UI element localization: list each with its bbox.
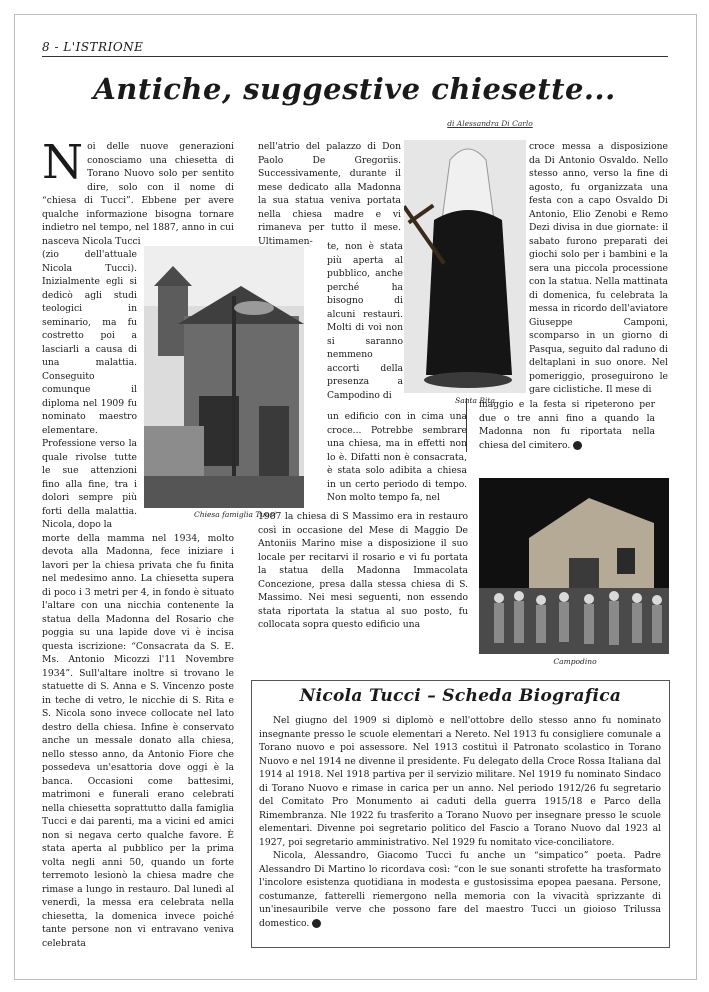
page-header: 8 - L'ISTRIONE — [42, 40, 144, 54]
drop-cap: N — [42, 135, 84, 190]
biography-paragraph-1: Nel giugno del 1909 si diplomò e nell'ottobre dello stesso anno fu nominato insegnante presso le scuole elementari a Nereto. Nel 1913 fu consigliere comunale a Torano nuovo e poi assessore. Nel 1913 costituì il Patronato scolastico in Torano Nuovo e nel 1914 ne divenne il presidente. Fu delegato della Croce Rossa Italiana dal 1914 al 1918. Nel 1918 partiva per il servizio militare. Nel 1919 fu nominato Sindaco di Torano Nuovo e rimase in carica per un anno. Nel periodo 1912/26 fu segretario del Comitato Pro Monumento ai caduti della guerra 1915/18 e Parco della Rimembranza. Nle 1922 fu trasferito a Torano Nuovo per insegnare presso le scuole elementari. Divenne poi segretario politico del Fascio a Torano Nuovo dal 1923 al 1927, poi segretario amministrativo. Nel 1929 fu nomitato vice-conciliatore. — [259, 715, 661, 848]
church-photo — [144, 246, 304, 508]
col1-paragraph-3: morte della mamma nel 1934, molto devota alla Madonna, fece iniziare i lavori per la chiesa privata che fu finita nel medesimo anno. La chiesetta supera di poco i 3 metri per 4, in fondo è situato l'altare con una nicchia contenente la statua della Madonna del Rosario che poggia su una lapide dove vi è incisa questa iscrizione: “Consacrata da S. E. Ms. Antonio Micozzi l'11 Novembre 1934”. Sull'altare inoltre si trovano le statuette di S. Anna e S. Vincenzo poste in teche di vetro, le nicchie di S. Rita e S. Nicola sono invece collocate nel lato destro della chiesa. Infine è conservato anche un messale donato alla chiesa, nello stesso anno, da Antonio Fiore che possedeva un'esattoria dove oggi è la banca. Occasioni come battesimi, matrimoni e funerali erano celebrati nella chiesetta soprattutto dalla famiglia Tucci e dai parenti, ma a vicini ed amici non si negava certo qualche favore. È stata aperta al pubblico per la prima volta negli anni 50, quando un forte terremoto lesionò la chiesa madre che rimase a lungo in restauro. Dal lunedì al venerdì, la messa era celebrata nella chiesetta, la domenica invece poiché tante persone non vi entravano veniva celebrata — [42, 532, 234, 949]
caption-church: Chiesa famiglia Tucci — [194, 510, 276, 519]
santa-rita-photo — [404, 140, 526, 393]
end-mark-icon — [312, 919, 321, 928]
col3-paragraph-1: croce messa a disposizione da Di Antonio Osvaldo. Nello stesso anno, verso la fine di agosto, fu organizzata una festa con a capo Osvaldo Di Antonio, Elio Zenobi e Remo Dezi divisa in due giornate: il sabato furono preparati dei giochi solo per i bambini e la sera una piccola processione con la statua. Nella mattinata di domenica, fu celebrata la messa in ricordo dell'aviatore Giuseppe Camponi, scomparso in un giorno di Pasqua, seguito dal raduno di deltaplani in suo onore. Nel pomeriggio, proseguirono le gare ciclistiche. Il mese di — [529, 141, 668, 395]
col3-paragraph-2 — [466, 398, 655, 452]
biography-text — [259, 714, 661, 930]
biography-paragraph-2-text: Nicola, Alessandro, Giacomo Tucci fu anche un “simpatico” poeta. Padre Alessandro Di Martino lo ricordava così: “con le sue sonanti strofette ha trasformato l'incolore esistenza quotidiana in modesta e gustosissima epopea paesana. Persone, costumanze, fatterelli riemergono nella memoria con la vivacità sprizzante di un'inesauribile verve che possono fare del maestro Tucci un gioioso Trilussa domestico. — [259, 850, 661, 929]
biography-paragraph-2 — [259, 849, 661, 930]
col2-paragraph-4: 1987 la chiesa di S Massimo era in restauro così in occasione del Mese di Maggio De Antoniis Marino mise a disposizione il suo locale per recitarvi il rosario e vi fu portata la statua della Madonna Immacolata Concezione, presa dalla stessa chiesa di S. Massimo. Nei mesi seguenti, non essendo stata riportata la statua al suo posto, fu collocata sopra questo edificio una — [258, 511, 468, 630]
col1-paragraph-2: (zio dell'attuale Nicola Tucci). Inizialmente egli si dedicò agli studi teologici in seminario, ma fu costretto poi a lasciarli a causa di una malattia. Conseguito comunque il diploma nel 1909 fu nominato maestro elementare. Professione verso la quale rivolse tutte le sue attenzioni fino alla fine, tra i dolori sempre più forti della malattia. Nicola, dopo la — [42, 249, 137, 530]
article-title: Antiche, suggestive chiesette... — [93, 72, 616, 106]
header-rule — [42, 56, 668, 57]
col3-paragraph-2-text: maggio e la festa si ripeterono per due o tre anni fino a quando la Madonna non fu riportata nella chiesa del cimitero. — [479, 399, 655, 451]
end-mark-icon — [573, 441, 582, 450]
caption-campodino: Campodino — [553, 657, 597, 666]
col2-paragraph-2: te, non è stata più aperta al pubblico, anche perché ha bisogno di alcuni restauri. Molti di voi non si saranno nemmeno accorti della presenza a Campodino di — [327, 241, 403, 401]
biography-title: Nicola Tucci – Scheda Biografica — [299, 686, 622, 706]
campodino-photo — [479, 478, 669, 654]
col1-paragraph-1: oi delle nuove generazioni conosciamo una chiesetta di Torano Nuovo solo per sentito dire, solo con il nome di “chiesa di Tucci”. Ebbene per avere qualche informazione bisogna tornare indietro nel tempo, nel 1887, anno in cui nasceva Nicola Tucci — [42, 141, 234, 247]
col2-paragraph-3: un edificio con in cima una croce... Potrebbe sembrare una chiesa, ma in effetti non lo è. Difatti non è consacrata, è stata solo adibita a chiesa in un certo periodo di tempo. Non molto tempo fa, nel — [327, 411, 467, 503]
col2-paragraph-1: nell'atrio del palazzo di Don Paolo De Gregoriis. Successivamente, durante il mese dedicato alla Madonna la sua statua veniva portata nella chiesa madre e vi rimaneva per tutto il mese. Ultimamen- — [258, 141, 401, 247]
caption-santa-rita: Santa Rita — [455, 396, 495, 405]
byline: di Alessandra Di Carlo — [447, 119, 533, 128]
